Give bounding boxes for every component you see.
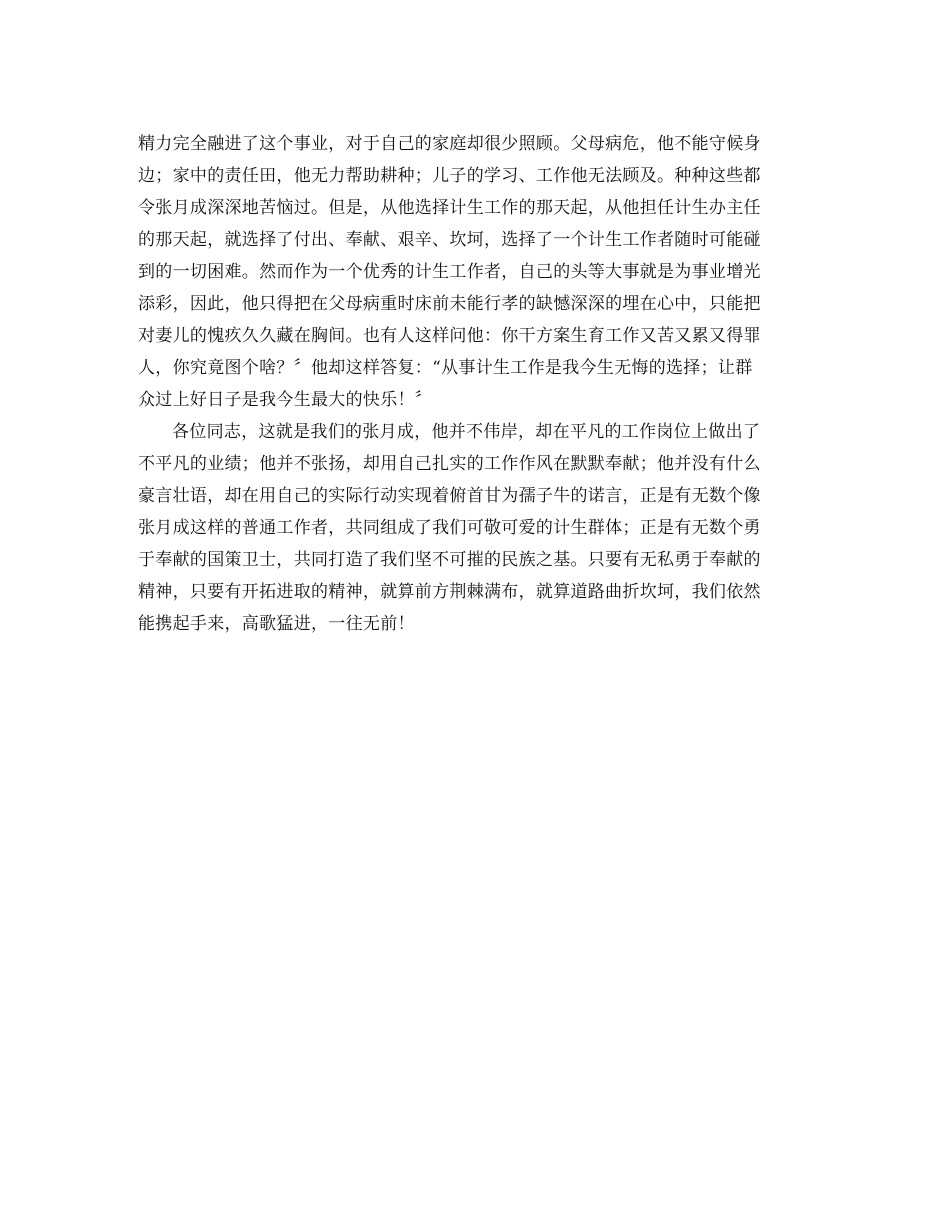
text-line-indented: 各位同志，这就是我们的张月成，他并不伟岸，却在平凡的工作岗位上做出了 — [172, 422, 761, 442]
text-line: 精力完全融进了这个事业，对于自己的家庭却很少照顾。父母病危，他不能守候身 — [138, 134, 761, 154]
text-line: 能携起手来，高歌猛进，一往无前！ — [138, 614, 415, 634]
text-line: 到的一切困难。然而作为一个优秀的计生工作者，自己的头等大事就是为事业增光 — [138, 262, 761, 282]
text-line: 精神，只要有开拓进取的精神，就算前方荆棘满布，就算道路曲折坎坷，我们依然 — [138, 582, 761, 602]
text-line: 众过上好日子是我今生最大的快乐！〞 — [138, 390, 433, 410]
text-line: 人，你究竟图个啥？〞他却这样答复：“从事计生工作是我今生无悔的选择；让群 — [138, 358, 753, 378]
text-line: 边；家中的责任田，他无力帮助耕种；儿子的学习、工作他无法顾及。种种这些都 — [138, 166, 761, 186]
text-line: 豪言壮语，却在用自己的实际行动实现着俯首甘为孺子牛的诺言，正是有无数个像 — [138, 486, 761, 506]
paragraph-2 — [138, 416, 818, 640]
text-line: 对妻儿的愧疚久久藏在胸间。也有人这样问他：你干方案生育工作又苦又累又得罪 — [138, 326, 761, 346]
text-line: 的那天起，就选择了付出、奉献、艰辛、坎坷，选择了一个计生工作者随时可能碰 — [138, 230, 761, 250]
text-line: 于奉献的国策卫士，共同打造了我们坚不可摧的民族之基。只要有无私勇于奉献的 — [138, 550, 761, 570]
paragraph-1 — [138, 128, 818, 416]
text-line: 张月成这样的普通工作者，共同组成了我们可敬可爱的计生群体；正是有无数个勇 — [138, 518, 761, 538]
text-line: 令张月成深深地苦恼过。但是，从他选择计生工作的那天起，从他担任计生办主任 — [138, 198, 761, 218]
text-line: 添彩，因此，他只得把在父母病重时床前未能行孝的缺憾深深的埋在心中，只能把 — [138, 294, 761, 314]
text-line: 不平凡的业绩；他并不张扬，却用自己扎实的工作作风在默默奉献；他并没有什么 — [138, 454, 761, 474]
document-body — [138, 128, 818, 640]
